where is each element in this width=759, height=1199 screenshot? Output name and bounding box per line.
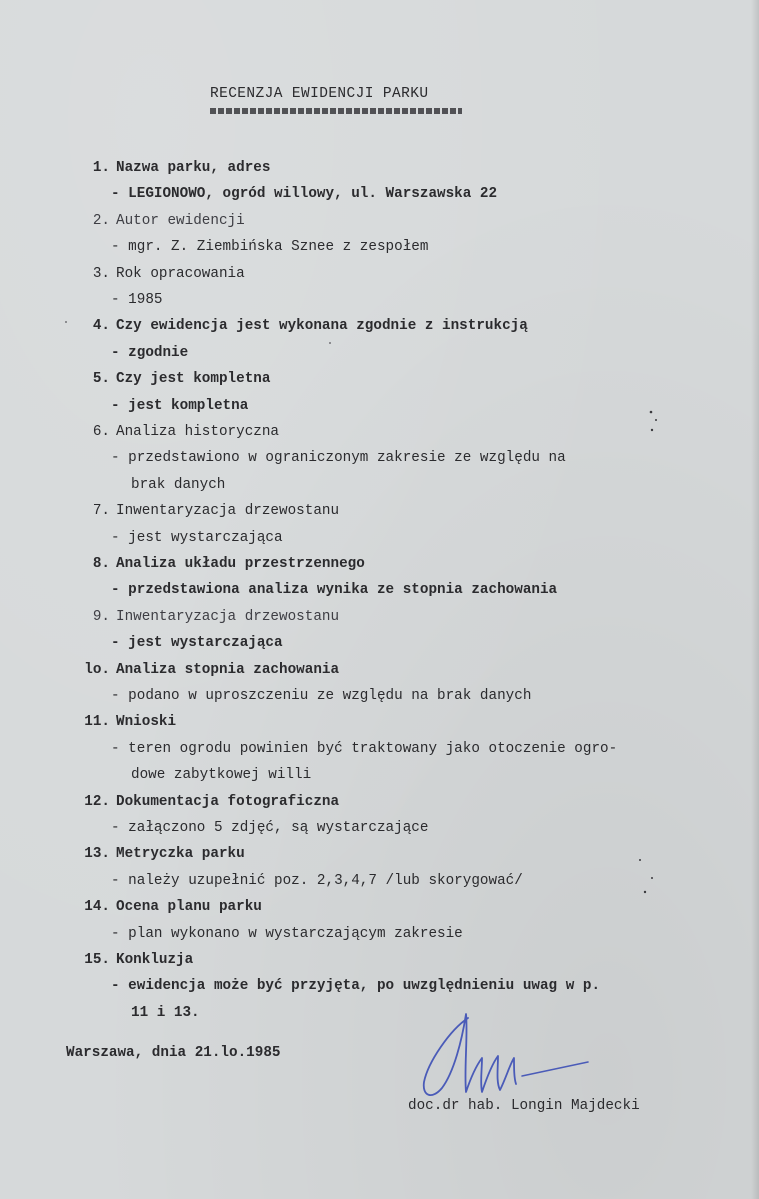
item-answer: - ewidencja może być przyjęta, po uwzględnieniu uwag w p. 11 i 13. [111, 978, 601, 1021]
item-number: 6. [92, 423, 110, 440]
item-number: 4. [92, 318, 110, 335]
item-question: Czy jest kompletna [116, 371, 271, 388]
item-number: 1. [92, 160, 110, 176]
list-item [66, 604, 736, 657]
item-answer: - 1985 [111, 291, 163, 308]
item-answer: - podano w uproszczeniu ze względu na brak danych [111, 687, 532, 704]
item-number: 9. [92, 608, 110, 625]
item-answer: - jest kompletna [111, 397, 249, 414]
item-number: 5. [92, 371, 110, 388]
place-and-date: Warszawa, dnia 21.lo.1985 [66, 1045, 281, 1061]
item-answer: - zgodnie [111, 344, 189, 361]
document-title: RECENZJA EWIDENCJI PARKU [210, 86, 429, 102]
list-item [66, 841, 736, 894]
item-answer: - załączono 5 zdjęć, są wystarczające [111, 819, 429, 836]
item-number: 12. [84, 793, 110, 810]
item-answer: - jest wystarczająca [111, 529, 283, 546]
item-answer: - mgr. Z. Ziembińska Sznee z zespołem [111, 239, 429, 256]
item-answer: - należy uzupełnić poz. 2,3,4,7 /lub skorygować/ [111, 872, 523, 889]
list-item [66, 261, 736, 314]
list-item [66, 498, 736, 551]
item-number: 2. [92, 212, 110, 229]
item-question: Ocena planu parku [116, 899, 262, 916]
item-answer: - LEGIONOWO, ogród willowy, ul. Warszawska 22 [111, 186, 498, 203]
list-item [66, 313, 736, 366]
item-question: Czy ewidencja jest wykonana zgodnie z instrukcją [116, 318, 528, 335]
list-item [66, 657, 736, 710]
paper-edge-shadow [751, 0, 759, 1199]
title-double-underline [210, 108, 462, 114]
item-question: Inwentaryzacja drzewostanu [116, 608, 340, 625]
review-items-list [66, 155, 736, 1026]
item-answer: - przedstawiono w ograniczonym zakresie ze względu na brak danych [111, 450, 566, 493]
item-number: 3. [92, 265, 110, 282]
item-question: Konkluzja [116, 951, 194, 968]
item-question: Metryczka parku [116, 846, 245, 863]
list-item [66, 551, 736, 604]
item-question: Rok opracowania [116, 265, 245, 282]
item-question: Analiza historyczna [116, 423, 280, 440]
item-question: Nazwa parku, adres [116, 160, 271, 176]
list-item [66, 894, 736, 947]
item-question: Dokumentacja fotograficzna [116, 793, 340, 810]
list-item [66, 709, 736, 788]
list-item [66, 155, 736, 208]
item-question: Autor ewidencji [116, 212, 245, 229]
item-question: Analiza układu przestrzennego [116, 555, 365, 572]
item-number: 14. [84, 899, 110, 916]
item-question: Analiza stopnia zachowania [116, 661, 340, 678]
handwritten-signature [410, 1000, 620, 1110]
signer-name: doc.dr hab. Longin Majdecki [408, 1098, 640, 1114]
item-answer: - teren ogrodu powinien być traktowany jako otoczenie ogro- dowe zabytkowej willi [111, 740, 618, 784]
item-question: Inwentaryzacja drzewostanu [116, 503, 340, 520]
list-item [66, 947, 736, 1026]
item-number: 8. [92, 555, 110, 572]
item-number: lo. [84, 661, 110, 678]
list-item [66, 366, 736, 419]
item-question: Wnioski [116, 714, 177, 731]
item-answer: - plan wykonano w wystarczającym zakresie [111, 925, 463, 942]
item-number: 11. [84, 714, 110, 731]
item-number: 7. [92, 503, 110, 520]
item-number: 15. [84, 951, 110, 968]
list-item [66, 419, 736, 498]
item-answer: - jest wystarczająca [111, 635, 283, 652]
list-item [66, 789, 736, 842]
item-answer: - przedstawiona analiza wynika ze stopnia zachowania [111, 582, 558, 599]
item-number: 13. [84, 846, 110, 863]
list-item [66, 208, 736, 261]
